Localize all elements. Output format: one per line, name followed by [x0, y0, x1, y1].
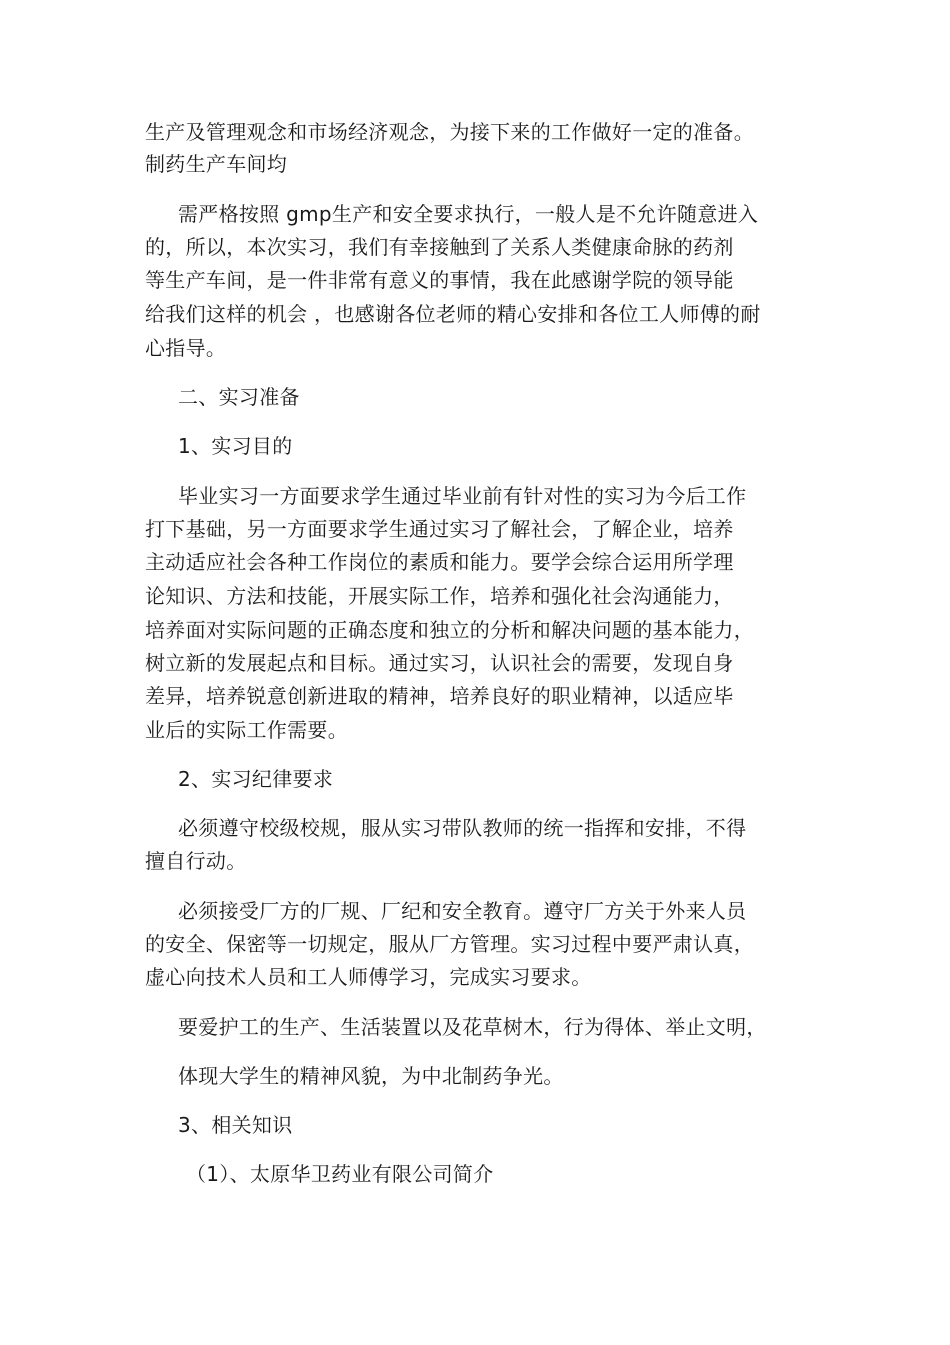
text-line: 主动适应社会各种工作岗位的素质和能力。要学会综合运用所学理	[145, 550, 734, 574]
subsection-heading: （1）、太原华卫药业有限公司简介	[186, 1162, 494, 1186]
text-line: 等生产车间，是一件非常有意义的事情，我在此感谢学院的领导能	[145, 268, 734, 292]
text-line: 业后的实际工作需要。	[145, 718, 348, 742]
subsection-heading: 1、实习目的	[178, 434, 293, 458]
text-line: 生产及管理观念和市场经济观念，为接下来的工作做好一定的准备。	[145, 120, 754, 144]
text-line: 论知识、方法和技能，开展实际工作，培养和强化社会沟通能力，	[145, 584, 734, 608]
text-line: 培养面对实际问题的正确态度和独立的分析和解决问题的基本能力，	[145, 618, 754, 642]
text-line: 打下基础，另一方面要求学生通过实习了解社会，了解企业，培养	[145, 517, 734, 541]
text-line: 毕业实习一方面要求学生通过毕业前有针对性的实习为今后工作	[178, 484, 747, 508]
text-line: 要爱护工的生产、生活装置以及花草树木，行为得体、举止文明，	[178, 1015, 767, 1039]
text-line: 需严格按照 gmp生产和安全要求执行，一般人是不允许随意进入	[178, 202, 759, 226]
section-heading: 二、实习准备	[178, 385, 300, 409]
subsection-heading: 3、相关知识	[178, 1113, 293, 1137]
subsection-heading: 2、实习纪律要求	[178, 767, 334, 791]
text-line: 的，所以，本次实习，我们有幸接触到了关系人类健康命脉的药剂	[145, 235, 734, 259]
text-line: 差异，培养锐意创新进取的精神，培养良好的职业精神，以适应毕	[145, 684, 734, 708]
text-line: 必须遵守校级校规，服从实习带队教师的统一指挥和安排，不得	[178, 816, 747, 840]
text-line: 必须接受厂方的厂规、厂纪和安全教育。遵守厂方关于外来人员	[178, 899, 747, 923]
text-line: 体现大学生的精神风貌，为中北制药争光。	[178, 1064, 564, 1088]
text-line: 心指导。	[145, 336, 227, 360]
text-line: 的安全、保密等一切规定，服从厂方管理。实习过程中要严肃认真，	[145, 932, 754, 956]
text-line: 虚心向技术人员和工人师傅学习，完成实习要求。	[145, 965, 592, 989]
text-line: 制药生产车间均	[145, 152, 288, 176]
text-line: 擅自行动。	[145, 849, 247, 873]
text-line: 树立新的发展起点和目标。通过实习，认识社会的需要，发现自身	[145, 651, 734, 675]
text-line: 给我们这样的机会 ，也感谢各位老师的精心安排和各位工人师傅的耐	[145, 302, 761, 326]
